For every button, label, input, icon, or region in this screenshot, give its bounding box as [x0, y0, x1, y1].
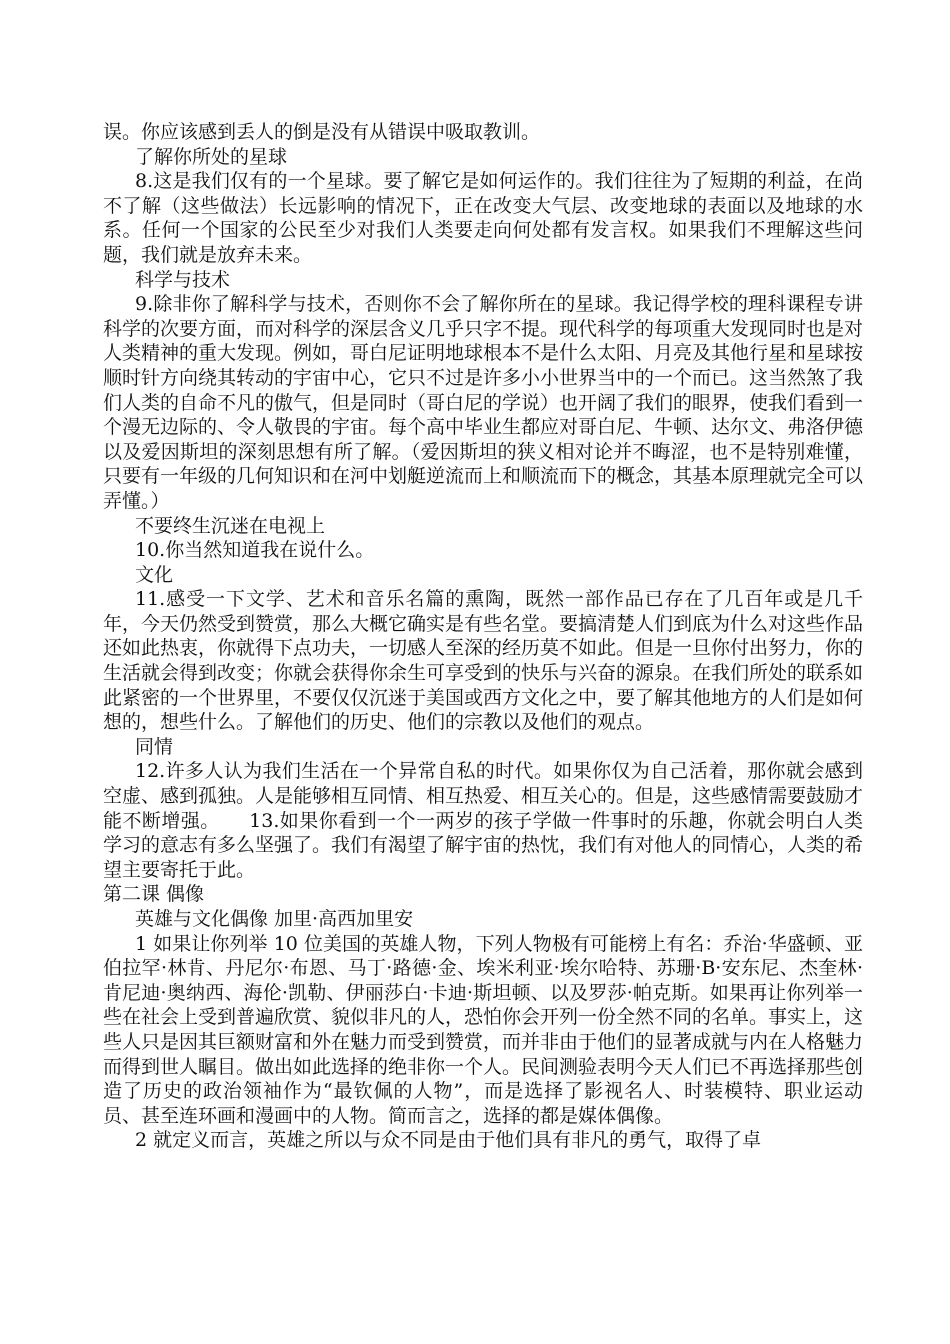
paragraph-8: 8.这是我们仅有的一个星球。要了解它是如何运作的。我们往往为了短期的利益，在尚不了解（这些做法）长远影响的情况下，正在改变大气层、改变地球的表面以及地球的水系。任何一个国家的公民至少对我们人类要走向何处都有发言权。如果我们不理解这些问题，我们就是放弃未来。 [103, 170, 863, 266]
section-heading-tv: 不要终生沉迷在电视上 [135, 514, 326, 537]
article-paragraph-1: 1 如果让你列举 10 位美国的英雄人物，下列人物极有可能榜上有名：乔治·华盛顿、亚伯拉罕·林肯、丹尼尔·布恩、马丁·路德·金、埃米利亚·埃尔哈特、苏珊·B·安东尼、杰奎林·肯尼迪·奥纳西、海伦·凯勒、伊丽莎白·卡迪·斯坦顿、以及罗莎·帕克斯。如果再让你列举一些在社会上受到普遍欣赏、貌似非凡的人，恐怕你会开列一份全然不同的名单。事实上，这些人只是因其巨额财富和外在魅力而受到赞赏，而并非由于他们的显著成就与内在人格魅力而得到世人瞩目。做出如此选择的绝非你一个人。民间测验表明今天人们已不再选择那些创造了历史的政治领袖作为“最钦佩的人物”，而是选择了影视名人、时装模特、职业运动员、甚至连环画和漫画中的人物。简而言之，选择的都是媒体偶像。 [103, 932, 864, 1127]
paragraph-continuation: 误。你应该感到丢人的倒是没有从错误中吸取教训。 [103, 121, 541, 143]
paragraph-9: 9.除非你了解科学与技术，否则你不会了解你所在的星球。我记得学校的理科课程专讲科学的次要方面，而对科学的深层含义几乎只字不提。现代科学的每项重大发现同时也是对人类精神的重大发现。例如，哥白尼证明地球根本不是什么太阳、月亮及其他行星和星球按顺时针方向绕其转动的宇宙中心，它只不过是许多小小世界当中的一个而已。这当然煞了我们人类的自命不凡的傲气，但是同时（哥白尼的学说）也开阔了我们的眼界，使我们看到一个漫无边际的、令人敬畏的宇宙。每个高中毕业生都应对哥白尼、牛顿、达尔文、弗洛伊德以及爱因斯坦的深刻思想有所了解。（爱因斯坦的狭义相对论并不晦涩，也不是特别难懂，只要有一年级的几何知识和在河中划艇逆流而上和顺流而下的概念，其基本原理就完全可以弄懂。） [103, 293, 864, 512]
section-heading-culture: 文化 [135, 563, 174, 586]
section-heading-planet: 了解你所处的星球 [135, 145, 288, 168]
section-heading-compassion: 同情 [135, 735, 174, 758]
article-paragraph-2: 2 就定义而言，英雄之所以与众不同是由于他们具有非凡的勇气，取得了卓 [135, 1129, 762, 1152]
paragraph-11: 11.感受一下文学、艺术和音乐名篇的熏陶，既然一部作品已存在了几百年或是几千年，今天仍然受到赞赏，那么大概它确实是有些名堂。要搞清楚人们到底为什么对这些作品还如此热衷，你就得下点功夫，一切感人至深的经历莫不如此。但是一旦你付出努力，你的生活就会得到改变；你就会获得你余生可享受到的快乐与兴奋的源泉。在我们所处的联系如此紧密的一个世界里，不要仅仅沉迷于美国或西方文化之中，要了解其他地方的人们是如何想的，想些什么。了解他们的历史、他们的宗教以及他们的观点。 [103, 588, 864, 734]
article-title: 英雄与文化偶像 加里·高西加里安 [135, 908, 414, 930]
section-heading-science: 科学与技术 [135, 268, 231, 291]
lesson-title: 第二课 偶像 [103, 883, 205, 906]
paragraph-12-13: 12.许多人认为我们生活在一个异常自私的时代。如果你仅为自己活着，那你就会感到空虚、感到孤独。人是能够相互同情、相互热爱、相互关心的。但是，这些感情需要鼓励才能不断增强。 13.如果你看到一个一两岁的孩子学做一件事时的乐趣，你就会明白人类学习的意志有多么坚强了。我们有渴望了解宇宙的热忱，我们有对他人的同情心，人类的希望主要寄托于此。 [103, 760, 864, 881]
document-page [103, 120, 863, 1153]
paragraph-10: 10.你当然知道我在说什么。 [135, 539, 375, 562]
